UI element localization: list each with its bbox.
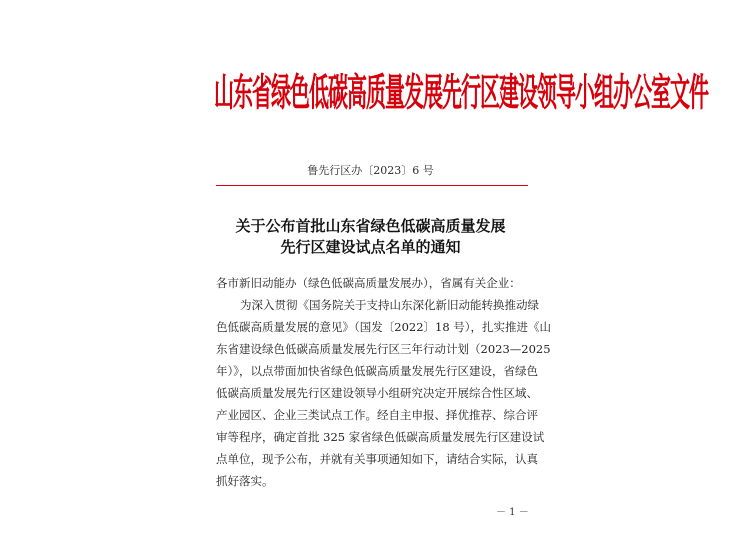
body-line: 审等程序，确定首批 325 家省绿色低碳高质量发展先行区建设试 [216, 430, 545, 444]
document-number: 鲁先行区办〔2023〕6 号 [307, 164, 434, 177]
body-line: 年）》，以点带面加快省绿色低碳高质量发展先行区建设，省绿色 [216, 364, 538, 378]
body-line: 色低碳高质量发展的意见》（国发〔2022〕18 号），扎实推进《山 [216, 320, 552, 334]
red-divider-line [216, 185, 528, 186]
notice-title-line-1: 关于公布首批山东省绿色低碳高质量发展 [235, 217, 506, 235]
body-line: 东省建设绿色低碳高质量发展先行区三年行动计划（2023—2025 [216, 342, 551, 356]
body-line: 点单位，现予公布，并就有关事项通知如下，请结合实际，认真 [216, 452, 538, 466]
body-line: 抓好落实。 [216, 474, 274, 488]
notice-title-line-2: 先行区建设试点名单的通知 [280, 238, 461, 256]
body-line: 为深入贯彻《国务院关于支持山东深化新旧动能转换推动绿 [240, 298, 539, 312]
body-line: 低碳高质量发展先行区建设领导小组研究决定开展综合性区域、 [216, 386, 538, 400]
body-line-addressee: 各市新旧动能办（绿色低碳高质量发展办），省属有关企业： [216, 276, 521, 290]
body-line: 产业园区、企业三类试点工作。经自主申报、择优推荐、综合评 [216, 408, 538, 422]
page-number: － 1 － [496, 507, 529, 518]
red-header-title: 山东省绿色低碳高质量发展先行区建设领导小组办公室文件 [214, 69, 708, 115]
